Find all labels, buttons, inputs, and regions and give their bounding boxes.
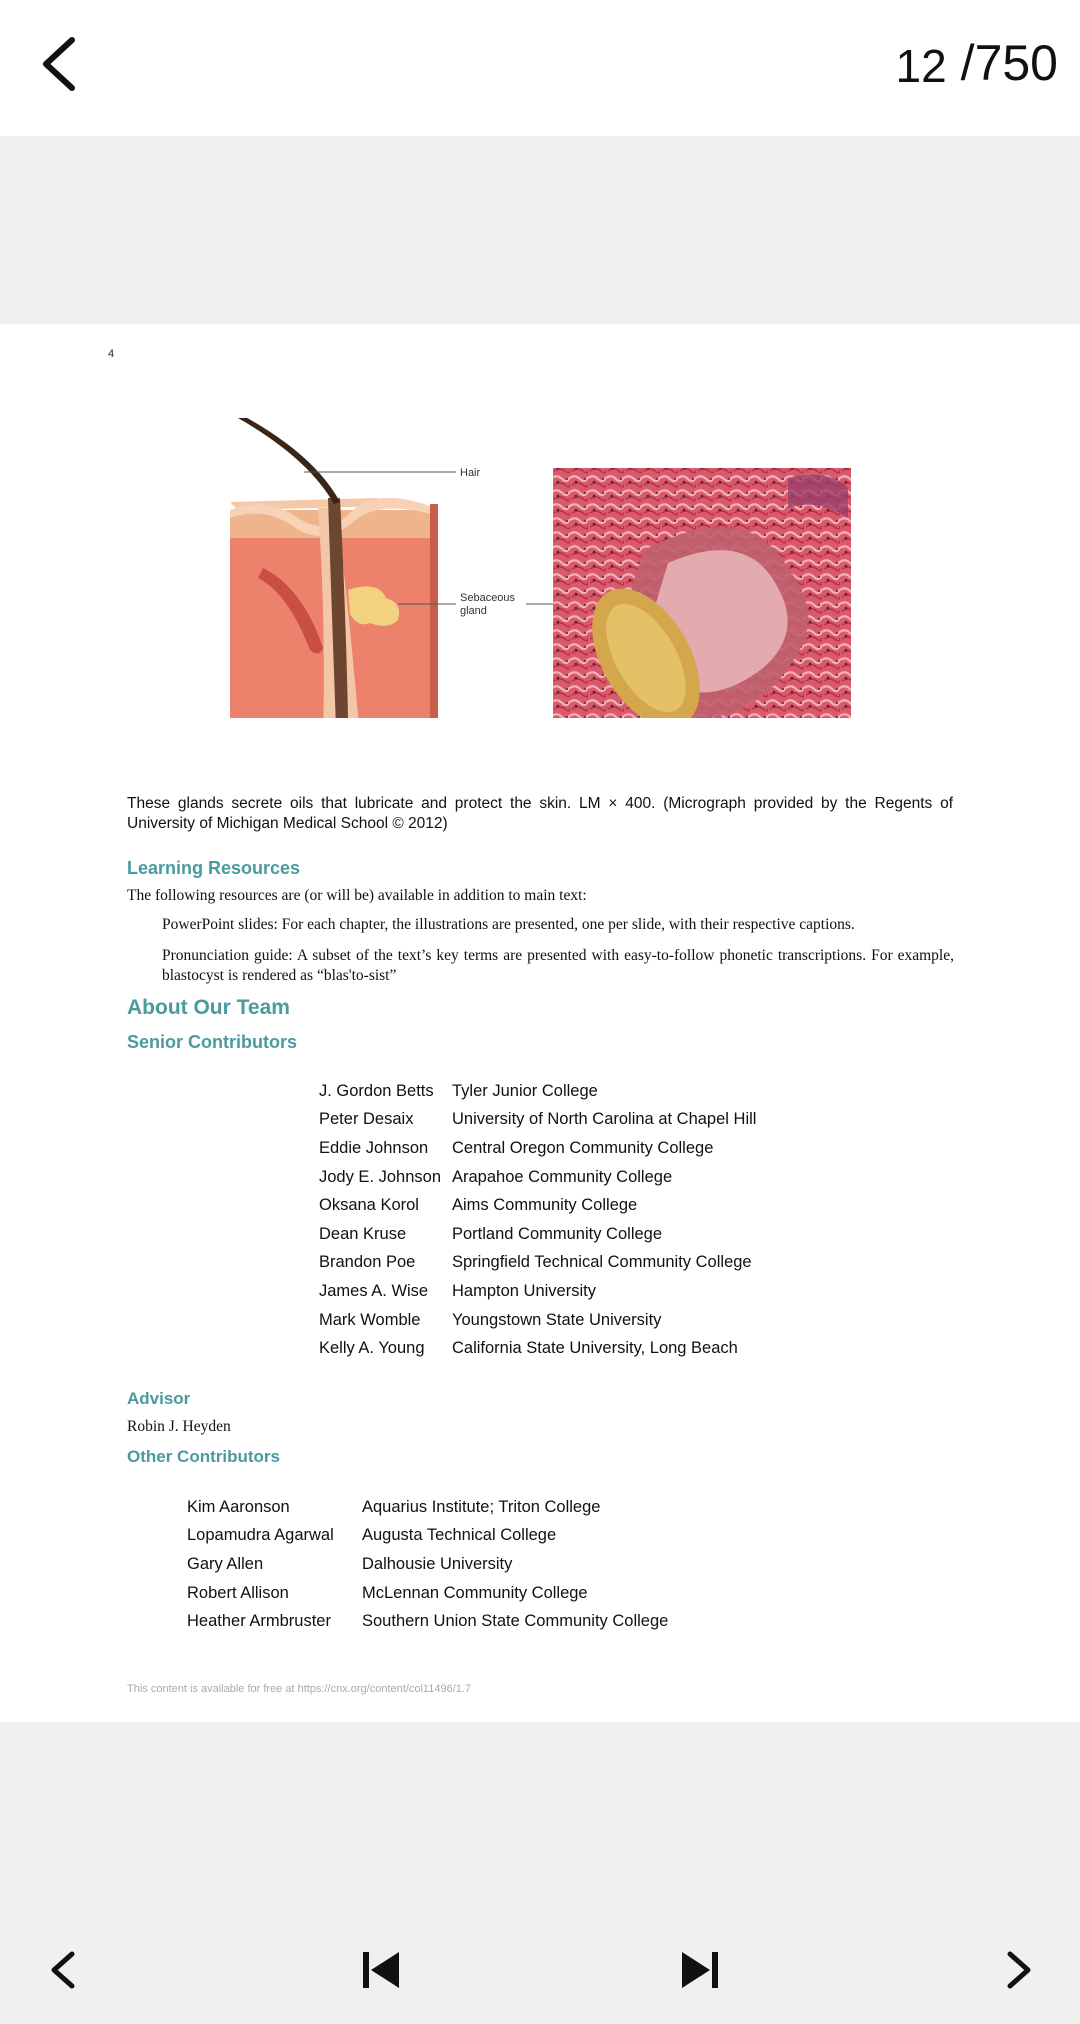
first-page-button[interactable] bbox=[357, 1946, 405, 1994]
learning-resources-heading: Learning Resources bbox=[127, 858, 301, 878]
other-contributors-table bbox=[187, 1493, 668, 1636]
table-row bbox=[319, 1249, 756, 1278]
skip-to-start-icon bbox=[357, 1946, 405, 1994]
total-pages: /750 bbox=[960, 35, 1058, 91]
table-row bbox=[319, 1191, 756, 1220]
senior-contributors-heading: Senior Contributors bbox=[127, 1032, 297, 1052]
contributor-name: J. Gordon Betts bbox=[319, 1081, 434, 1100]
contributor-name: Gary Allen bbox=[187, 1554, 264, 1573]
contributor-org: Tyler Junior College bbox=[452, 1081, 598, 1100]
sebaceous-label-line1: Sebaceous bbox=[460, 592, 516, 604]
contributor-org: Augusta Technical College bbox=[362, 1526, 557, 1545]
senior-contributors-table bbox=[319, 1077, 756, 1363]
chevron-right-icon bbox=[994, 1946, 1042, 1994]
back-button[interactable] bbox=[36, 34, 82, 94]
contributor-name: Heather Armbruster bbox=[187, 1612, 331, 1631]
contributor-name: Jody E. Johnson bbox=[319, 1167, 441, 1186]
skip-to-end-icon bbox=[676, 1946, 724, 1994]
table-row bbox=[187, 1550, 668, 1579]
table-row bbox=[319, 1106, 756, 1135]
page-number-label: 4 bbox=[108, 348, 115, 360]
prev-page-button[interactable] bbox=[40, 1946, 88, 1994]
contributor-name: Peter Desaix bbox=[319, 1110, 414, 1129]
table-row bbox=[187, 1493, 668, 1522]
chevron-left-icon bbox=[40, 1946, 88, 1994]
table-row bbox=[319, 1163, 756, 1192]
contributor-name: Robert Allison bbox=[187, 1583, 289, 1602]
page-indicator bbox=[896, 34, 1059, 104]
about-team-heading: About Our Team bbox=[127, 996, 290, 1019]
contributor-org: Dalhousie University bbox=[362, 1554, 513, 1573]
contributor-org: Aquarius Institute; Triton College bbox=[362, 1497, 601, 1516]
table-row bbox=[187, 1607, 668, 1636]
top-toolbar bbox=[0, 0, 1080, 136]
table-row bbox=[319, 1134, 756, 1163]
micrograph-image bbox=[553, 468, 851, 718]
contributor-org: Southern Union State Community College bbox=[362, 1612, 669, 1631]
sebaceous-label-line2: gland bbox=[460, 605, 487, 617]
chevron-left-icon bbox=[36, 34, 82, 94]
contributor-name: Kim Aaronson bbox=[187, 1497, 290, 1516]
table-row bbox=[319, 1077, 756, 1106]
learning-resources-intro: The following resources are (or will be) available in addition to main text: bbox=[127, 887, 587, 904]
contributor-org: Youngstown State University bbox=[452, 1310, 662, 1329]
hair-label: Hair bbox=[460, 467, 481, 479]
resource-item: PowerPoint slides: For each chapter, the illustrations are presented, one per slide, with their respective captions. bbox=[162, 916, 855, 933]
contributor-org: Springfield Technical Community College bbox=[452, 1253, 752, 1272]
table-row bbox=[319, 1334, 756, 1363]
advisor-heading: Advisor bbox=[127, 1389, 191, 1408]
content-footer: This content is available for free at https://cnx.org/content/col11496/1.7 bbox=[127, 1683, 472, 1695]
table-row bbox=[319, 1277, 756, 1306]
contributor-name: Oksana Korol bbox=[319, 1196, 419, 1215]
contributor-org: Portland Community College bbox=[452, 1224, 663, 1243]
contributor-name: Kelly A. Young bbox=[319, 1339, 425, 1358]
table-row bbox=[319, 1306, 756, 1335]
current-page-number[interactable]: 12 bbox=[895, 40, 947, 92]
contributor-org: Central Oregon Community College bbox=[452, 1138, 714, 1157]
contributor-name: James A. Wise bbox=[319, 1281, 429, 1300]
other-contributors-heading: Other Contributors bbox=[127, 1447, 280, 1466]
figure-sebaceous-gland bbox=[228, 418, 858, 718]
last-page-button[interactable] bbox=[676, 1946, 724, 1994]
table-row bbox=[319, 1220, 756, 1249]
table-row bbox=[187, 1579, 668, 1608]
contributor-name: Dean Kruse bbox=[319, 1224, 407, 1243]
contributor-org: Aims Community College bbox=[452, 1196, 638, 1215]
contributor-org: Hampton University bbox=[452, 1281, 596, 1300]
contributor-org: University of North Carolina at Chapel Hill bbox=[452, 1110, 757, 1129]
next-page-button[interactable] bbox=[994, 1946, 1042, 1994]
contributor-org: Arapahoe Community College bbox=[452, 1167, 673, 1186]
contributor-org: California State University, Long Beach bbox=[452, 1339, 738, 1358]
resource-item: Pronunciation guide: A subset of the text’s key terms are presented with easy-to-follow phonetic transcriptions. For example, blastocyst is rendered as “blas'to-sist” bbox=[162, 947, 954, 984]
contributor-name: Lopamudra Agarwal bbox=[187, 1526, 334, 1545]
advisor-name: Robin J. Heyden bbox=[127, 1418, 231, 1435]
table-row bbox=[187, 1522, 668, 1551]
contributor-name: Brandon Poe bbox=[319, 1253, 416, 1272]
figure-caption: These glands secrete oils that lubricate and protect the skin. LM × 400. (Micrograph provided by the Regents of University of Michigan Medical School © 2012) bbox=[127, 795, 953, 832]
contributor-org: McLennan Community College bbox=[362, 1583, 588, 1602]
contributor-name: Eddie Johnson bbox=[319, 1138, 429, 1157]
document-page bbox=[0, 324, 1080, 1722]
contributor-name: Mark Womble bbox=[319, 1310, 421, 1329]
